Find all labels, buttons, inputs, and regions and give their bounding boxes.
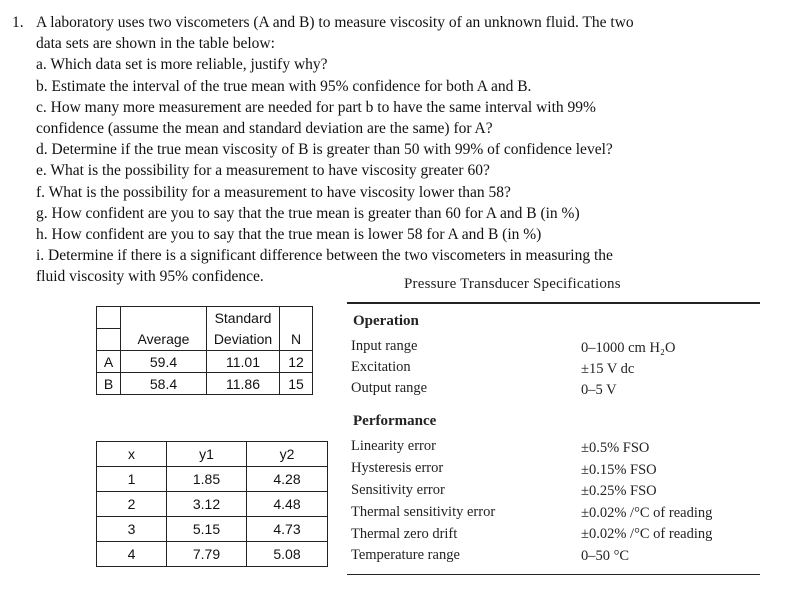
table-cell: Standard <box>207 307 280 329</box>
table-cell <box>97 329 121 351</box>
question-line: confidence (assume the mean and standard deviation are the same) for A? <box>36 120 493 138</box>
spec-label: Output range <box>351 380 428 396</box>
spec-top-rule <box>347 302 760 304</box>
table-cell: 2 <box>97 492 167 517</box>
question-line: e. What is the possibility for a measurement to have viscosity greater 60? <box>36 162 490 180</box>
question-line: i. Determine if there is a significant difference between the two viscometers in measuring the <box>36 247 613 265</box>
table-cell: Deviation <box>207 329 280 351</box>
table-header-row <box>97 442 328 467</box>
table-cell: 5.15 <box>167 517 247 542</box>
table-cell <box>280 307 313 329</box>
spec-label: Linearity error <box>351 438 436 454</box>
table-cell: 1 <box>97 467 167 492</box>
question-line: f. What is the possibility for a measurement to have viscosity lower than 58? <box>36 183 511 201</box>
table-cell: 3.12 <box>167 492 247 517</box>
question-line: data sets are shown in the table below: <box>36 35 275 53</box>
spec-value: 0–5 V <box>581 382 617 398</box>
spec-value: ±0.25% FSO <box>581 483 657 499</box>
spec-bottom-rule <box>347 574 760 575</box>
table-cell: 11.01 <box>207 351 280 373</box>
spec-value: ±0.5% FSO <box>581 440 650 456</box>
table-row <box>97 517 328 542</box>
table-row <box>97 351 313 373</box>
question-line: A laboratory uses two viscometers (A and B) to measure viscosity of an unknown fluid. The two <box>36 14 634 31</box>
table-cell: x <box>97 442 167 467</box>
table-header-row <box>97 307 313 329</box>
spec-label: Hysteresis error <box>351 460 444 476</box>
table-row <box>97 492 328 517</box>
table-row <box>97 467 328 492</box>
table-cell: 4.28 <box>247 467 328 492</box>
spec-label: Thermal zero drift <box>351 526 458 542</box>
question-line: a. Which data set is more reliable, justify why? <box>36 56 328 74</box>
table-cell <box>121 307 207 329</box>
table-cell: 15 <box>280 373 313 395</box>
performance-heading: Performance <box>353 413 437 429</box>
question-number: 1. <box>12 14 24 31</box>
stats-table <box>96 306 313 395</box>
table-cell: N <box>280 329 313 351</box>
spec-label: Thermal sensitivity error <box>351 504 496 520</box>
table-cell: 12 <box>280 351 313 373</box>
table-cell: 59.4 <box>121 351 207 373</box>
question-line: b. Estimate the interval of the true mean with 95% confidence for both A and B. <box>36 77 532 95</box>
table-cell: y2 <box>247 442 328 467</box>
table-cell: 4.73 <box>247 517 328 542</box>
table-row <box>97 373 313 395</box>
xy-table <box>96 441 328 567</box>
table-cell: 1.85 <box>167 467 247 492</box>
spec-value: 0–50 °C <box>581 548 630 564</box>
question-text <box>36 12 781 288</box>
table-cell: 4 <box>97 542 167 567</box>
table-cell: 11.86 <box>207 373 280 395</box>
table-header-row <box>97 329 313 351</box>
spec-value: 0–1000 cm H₂O <box>581 340 676 356</box>
spec-value: ±0.02% /°C of reading <box>581 505 713 521</box>
spec-value: ±0.15% FSO <box>581 462 657 478</box>
spec-title: Pressure Transducer Specifications <box>404 276 621 292</box>
spec-value: ±15 V dc <box>581 361 635 377</box>
spec-label: Sensitivity error <box>351 482 445 498</box>
table-cell: B <box>97 373 121 395</box>
question-line: d. Determine if the true mean viscosity of B is greater than 50 with 99% of confidence level? <box>36 141 613 159</box>
table-cell <box>97 307 121 329</box>
question-line: fluid viscosity with 95% confidence. <box>36 268 264 286</box>
table-cell: 5.08 <box>247 542 328 567</box>
table-cell: 7.79 <box>167 542 247 567</box>
table-cell: Average <box>121 329 207 351</box>
table-cell: y1 <box>167 442 247 467</box>
question-line: g. How confident are you to say that the true mean is greater than 60 for A and B (in %) <box>36 204 580 222</box>
table-cell: 3 <box>97 517 167 542</box>
spec-label: Input range <box>351 338 418 354</box>
operation-heading: Operation <box>353 313 419 329</box>
question-line: h. How confident are you to say that the true mean is lower 58 for A and B (in %) <box>36 226 542 244</box>
table-cell: 4.48 <box>247 492 328 517</box>
table-cell: A <box>97 351 121 373</box>
spec-label: Excitation <box>351 359 411 375</box>
spec-value: ±0.02% /°C of reading <box>581 526 713 542</box>
table-cell: 58.4 <box>121 373 207 395</box>
question-line: c. How many more measurement are needed for part b to have the same interval with 99% <box>36 98 596 116</box>
spec-label: Temperature range <box>351 547 460 563</box>
table-row <box>97 542 328 567</box>
